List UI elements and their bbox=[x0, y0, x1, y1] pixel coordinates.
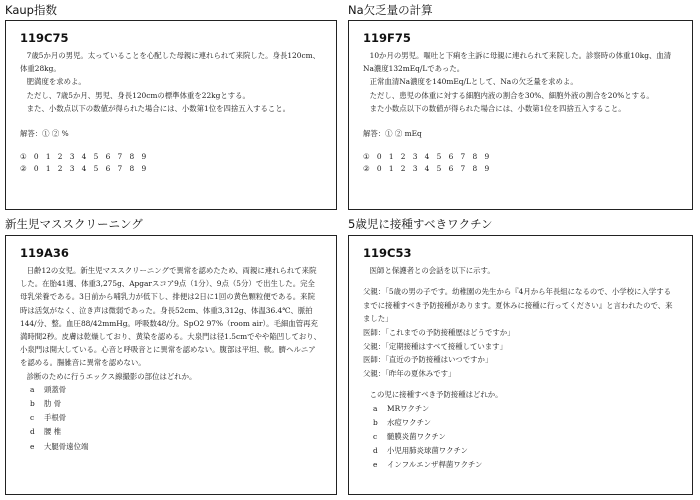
answer-option[interactable]: b 肋 骨 bbox=[30, 399, 62, 409]
dialogue-line: 父親：「定期接種はすべて接種しています」 bbox=[363, 341, 507, 351]
answer-option[interactable]: c 手根骨 bbox=[30, 413, 67, 423]
answer-option[interactable]: e 大腿骨遠位端 bbox=[30, 441, 89, 451]
question-id: 119F75 bbox=[363, 31, 411, 45]
question-card-na bbox=[348, 20, 693, 210]
answer-format: 解答：① ② mEq bbox=[363, 129, 422, 139]
answer-option[interactable]: d 小児用肺炎球菌ワクチン bbox=[373, 446, 468, 456]
question-paragraph: ただし、患児の体重に対する細胞内液の割合を30%、細胞外液の割合を20%とする。 bbox=[369, 90, 654, 100]
digit-choice-row[interactable]: ② 0 1 2 3 4 5 6 7 8 9 bbox=[363, 164, 490, 174]
dialogue-line: 医師：「これまでの予防接種歴はどうですか」 bbox=[363, 327, 515, 337]
question-id: 119A36 bbox=[20, 246, 69, 260]
dialogue-line: 医師：「直近の予防接種はいつですか」 bbox=[363, 355, 493, 365]
question-paragraph: 日齢12の女児。新生児マススクリーニングで異常を認めたため、両親に連れられて来院した。在胎41週、体重3,275g、Apgarスコア9点（1分）、9点（5分）で出生した。完全母乳栄養である。3日前から哺乳力が低下し、排便は2日に1回の黄色顆粒便である。来院時は活気がなく、泣き声は微弱であった。身長52cm、体重3,312g、体温36.4℃、脈拍144/分、整。血圧88/42mmHg。呼吸数48/分。SpO2 97%（room air）。毛細血管再充満時間2秒。皮膚は乾燥しており、黄染を認める。大泉門は径1.5cmでやや陥凹しており、小泉門は開大している。心音と呼吸音とに異常を認めない。腹部は平坦、軟。臍ヘルニアを認める。腸雑音に異常を認めない。 bbox=[20, 266, 322, 368]
question-paragraph: ただし、7歳5か月、男児、身長120cmの標準体重を22kgとする。 bbox=[26, 90, 250, 100]
section-title-vaccine: 5歳児に接種すべきワクチン bbox=[348, 217, 493, 231]
section-title-mass-screening: 新生児マススクリーニング bbox=[5, 217, 143, 231]
question-card-vaccine bbox=[348, 235, 693, 495]
question-prompt: この児に接種すべき予防接種はどれか。 bbox=[369, 390, 503, 400]
question-paragraph: 肥満度を求めよ。 bbox=[26, 77, 86, 87]
question-paragraph: 10か月の男児。嘔吐と下痢を主訴に母親に連れられて来院した。診察時の体重10kg、血清Na濃度132mEq/Lであった。 bbox=[363, 51, 672, 74]
answer-option[interactable]: d 腰 椎 bbox=[30, 427, 62, 437]
answer-option[interactable]: c 髄膜炎菌ワクチン bbox=[373, 431, 446, 441]
section-title-na: Na欠乏量の計算 bbox=[348, 3, 433, 17]
question-card-kaup bbox=[5, 20, 337, 210]
digit-choice-row[interactable]: ① 0 1 2 3 4 5 6 7 8 9 bbox=[363, 152, 490, 162]
answer-option[interactable]: a 頭蓋骨 bbox=[30, 384, 67, 394]
digit-choice-row[interactable]: ② 0 1 2 3 4 5 6 7 8 9 bbox=[20, 164, 147, 174]
question-id: 119C53 bbox=[363, 246, 412, 260]
answer-option[interactable]: e インフルエンザ桿菌ワクチン bbox=[373, 460, 483, 470]
question-paragraph: 正常血清Na濃度を140mEq/Lとして、Naの欠乏量を求めよ。 bbox=[369, 77, 578, 87]
dialogue-line: 父親：「昨年の夏休みです」 bbox=[363, 368, 456, 378]
question-card-mass-screening bbox=[5, 235, 337, 495]
answer-option[interactable]: a MRワクチン bbox=[373, 403, 430, 413]
answer-format: 解答：① ② % bbox=[20, 129, 69, 139]
question-intro: 医師と保護者との会話を以下に示す。 bbox=[369, 266, 495, 275]
question-paragraph: また小数点以下の数値が得られた場合には、小数第1位を四捨五入すること。 bbox=[369, 103, 626, 113]
question-prompt: 診断のために行うエックス線撮影の部位はどれか。 bbox=[26, 371, 197, 381]
section-title-kaup: Kaup指数 bbox=[5, 3, 57, 17]
digit-choice-row[interactable]: ① 0 1 2 3 4 5 6 7 8 9 bbox=[20, 152, 147, 162]
dialogue-line: 父親：「5歳の男の子です。幼稚園の先生から『4月から年長組になるので、小学校に入学するまでに接種すべき予防接種があります。夏休みに接種に行ってください』と言われたので、来ました」 bbox=[363, 287, 673, 324]
question-paragraph: 7歳5か月の男児。太っていることを心配した母親に連れられて来院した。身長120cm、体重28kg。 bbox=[20, 51, 320, 74]
answer-option[interactable]: b 水痘ワクチン bbox=[373, 417, 431, 427]
question-paragraph: また、小数点以下の数値が得られた場合には、小数第1位を四捨五入すること。 bbox=[26, 103, 291, 113]
question-id: 119C75 bbox=[20, 31, 69, 45]
